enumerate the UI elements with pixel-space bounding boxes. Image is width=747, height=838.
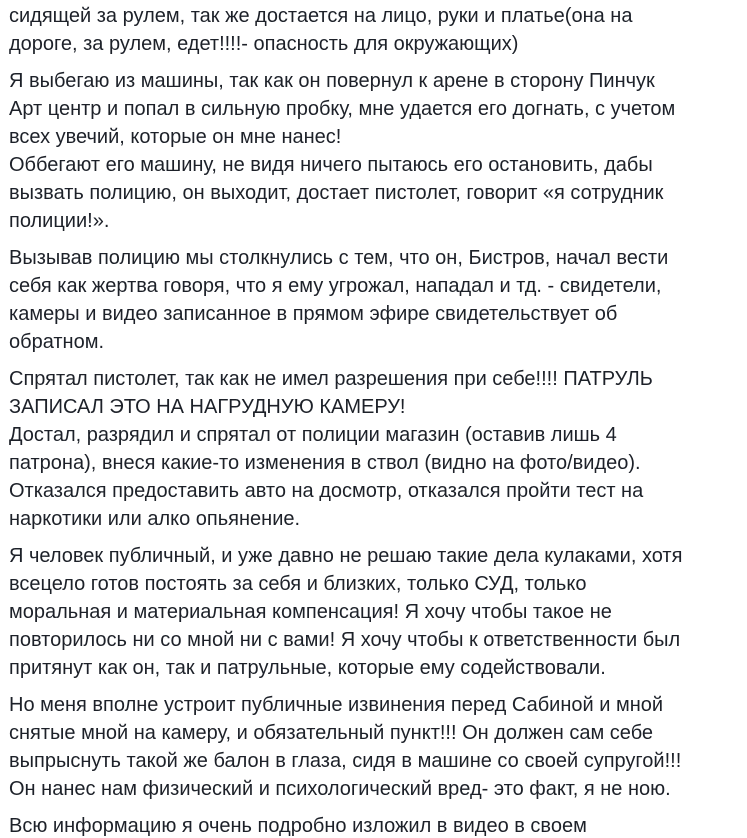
text-line: повторилось ни со мной ни с вами! Я хочу чтобы к ответственности был [9, 629, 681, 651]
text-line: камеры и видео записанное в прямом эфире свидетельствует об [9, 303, 618, 325]
text-line: ЗАПИСАЛ ЭТО НА НАГРУДНУЮ КАМЕРУ! [9, 396, 406, 418]
post-paragraph [9, 244, 739, 356]
text-line: Он нанес нам физический и психологический вред- это факт, я не ною. [9, 778, 671, 800]
text-line: Но меня вполне устроит публичные извинения перед Сабиной и мной [9, 694, 664, 716]
post-paragraph [9, 691, 739, 803]
post-paragraph [9, 2, 739, 58]
text-line: Достал, разрядил и спрятал от полиции магазин (оставив лишь 4 [9, 424, 617, 446]
post-paragraph [9, 67, 739, 235]
text-line: патрона), внеся какие-то изменения в ствол (видно на фото/видео). [9, 452, 641, 474]
text-line: обратном. [9, 331, 105, 353]
text-line: всех увечий, которые он мне нанес! [9, 126, 342, 148]
text-line: Арт центр и попал в сильную пробку, мне удается его догнать, с учетом [9, 98, 676, 120]
text-line: Спрятал пистолет, так как не имел разрешения при себе!!!! ПАТРУЛЬ [9, 368, 653, 390]
text-line: сидящей за рулем, так же достается на лицо, руки и платье(она на [9, 5, 633, 27]
text-line: полиции!». [9, 210, 110, 232]
post-paragraph [9, 812, 739, 838]
text-line: себя как жертва говоря, что я ему угрожал, нападал и тд. - свидетели, [9, 275, 662, 297]
text-line: выпрыснуть такой же балон в глаза, сидя в машине со своей супругой!!! [9, 750, 682, 772]
text-line: притянут как он, так и патрульные, которые ему содействовали. [9, 657, 606, 679]
text-line: вызвать полицию, он выходит, достает пистолет, говорит «я сотрудник [9, 182, 664, 204]
text-line: Я выбегаю из машины, так как он повернул к арене в сторону Пинчук [9, 70, 655, 92]
text-line: всецело готов постоять за себя и близких, только СУД, только [9, 573, 587, 595]
text-line: снятые мной на камеру, и обязательный пункт!!! Он должен сам себе [9, 722, 654, 744]
text-line: моральная и материальная компенсация! Я хочу чтобы такое не [9, 601, 612, 623]
post-paragraph [9, 542, 739, 682]
text-line: наркотики или алко опьянение. [9, 508, 301, 530]
post-paragraph [9, 365, 739, 533]
text-line: Отказался предоставить авто на досмотр, отказался пройти тест на [9, 480, 644, 502]
text-line: Вызывав полицию мы столкнулись с тем, что он, Бистров, начал вести [9, 247, 669, 269]
text-line: Всю информацию я очень подробно изложил в видео в своем [9, 815, 587, 837]
text-line: дороге, за рулем, едет!!!!- опасность для окружающих) [9, 33, 519, 55]
text-line: Я человек публичный, и уже давно не решаю такие дела кулаками, хотя [9, 545, 683, 567]
text-line: Оббегают его машину, не видя ничего пытаюсь его остановить, дабы [9, 154, 653, 176]
